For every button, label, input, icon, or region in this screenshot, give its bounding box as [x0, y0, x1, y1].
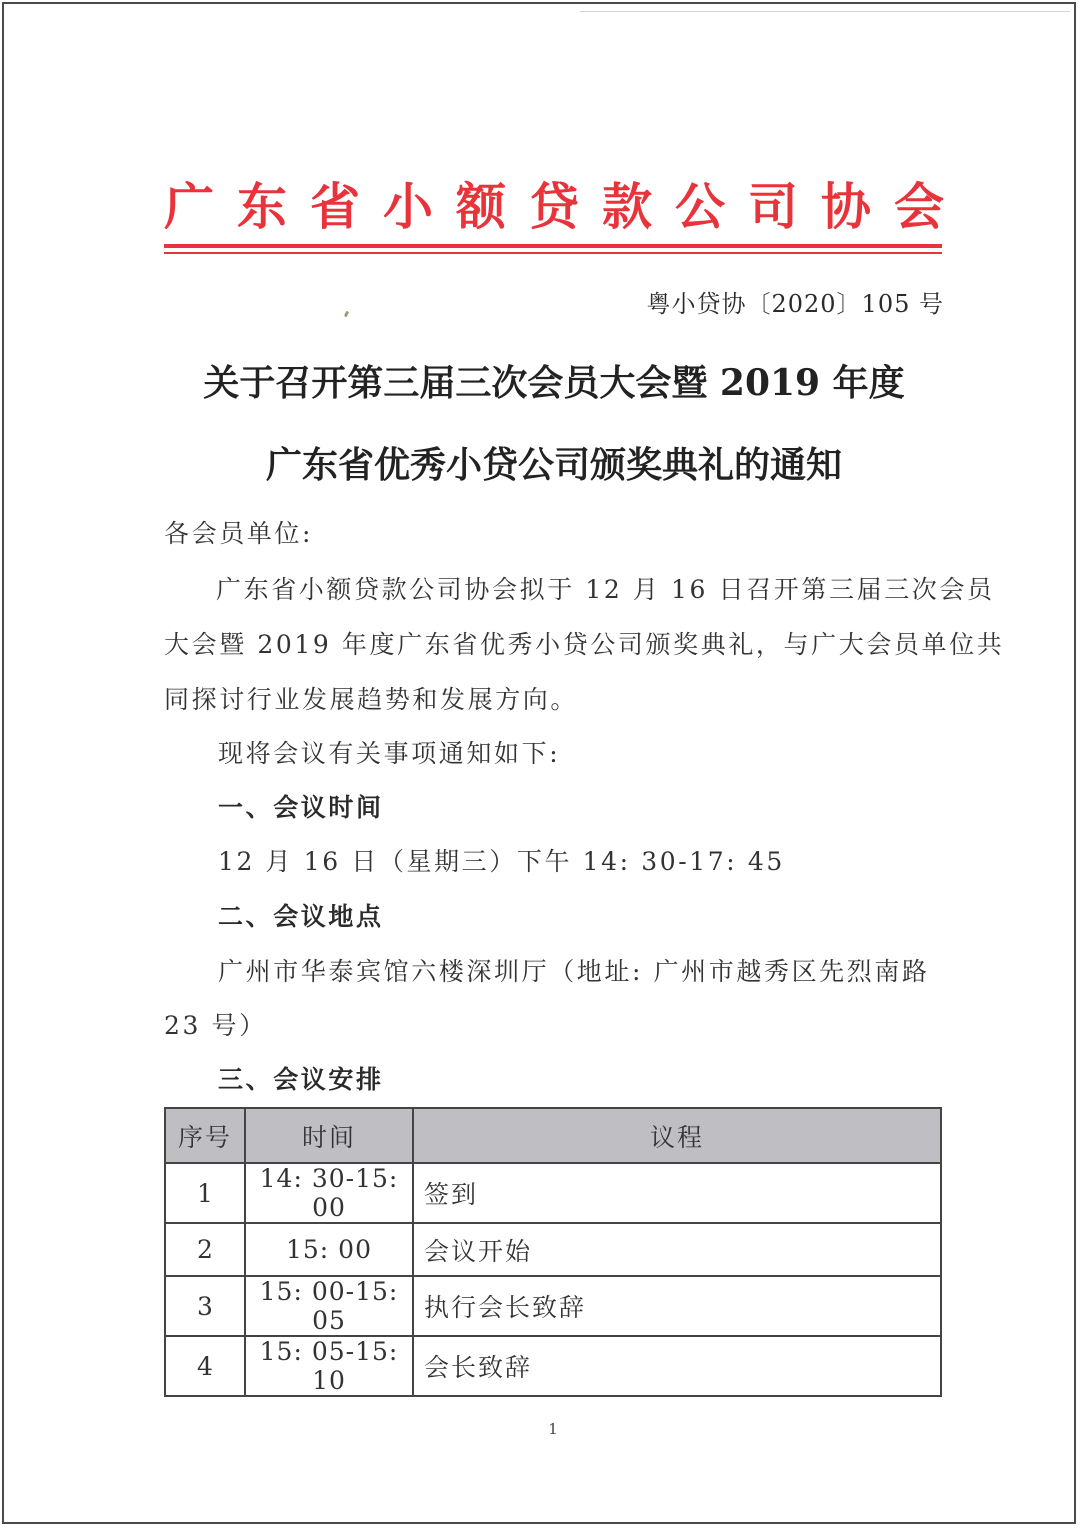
- letterhead-char: 公: [675, 178, 725, 236]
- letterhead-char: 额: [456, 178, 506, 236]
- letterhead-char: 会: [894, 178, 944, 236]
- salutation: 各会员单位:: [164, 519, 314, 548]
- column-header-no: 序号: [165, 1108, 245, 1163]
- letterhead-char: 广: [164, 178, 214, 236]
- row-number: 3: [165, 1276, 245, 1336]
- letterhead-char: 司: [748, 178, 798, 236]
- meeting-location-line-2: 23 号）: [164, 1011, 267, 1040]
- row-agenda-item: 会长致辞: [413, 1336, 941, 1396]
- row-agenda-item: 执行会长致辞: [413, 1276, 941, 1336]
- agenda-table: [164, 1107, 942, 1397]
- table-row: [165, 1336, 941, 1396]
- table-row: [165, 1223, 941, 1276]
- page-number: 1: [548, 1420, 558, 1438]
- row-agenda-item: 签到: [413, 1163, 941, 1223]
- notice-title-line-2: 广东省优秀小贷公司颁奖典礼的通知: [265, 444, 842, 486]
- table-row: [165, 1163, 941, 1223]
- row-number: 4: [165, 1336, 245, 1396]
- intro-line-2: 大会暨 2019 年度广东省优秀小贷公司颁奖典礼，与广大会员单位共: [164, 630, 1005, 659]
- letterhead-char: 东: [237, 178, 287, 236]
- intro-line-1: 广东省小额贷款公司协会拟于 12 月 16 日召开第三届三次会员: [216, 575, 995, 604]
- row-time: 15: 00-15: 05: [245, 1276, 413, 1336]
- section-heading-location: 二、会议地点: [218, 902, 384, 931]
- table-header-row: [165, 1108, 941, 1163]
- letterhead-char: 小: [383, 178, 433, 236]
- row-number: 2: [165, 1223, 245, 1276]
- row-time: 15: 00: [245, 1223, 413, 1276]
- table-row: [165, 1276, 941, 1336]
- document-number: 粤小贷协〔2020〕105 号: [646, 290, 944, 318]
- row-agenda-item: 会议开始: [413, 1223, 941, 1276]
- meeting-location-line-1: 广州市华泰宾馆六楼深圳厅（地址: 广州市越秀区先烈南路: [218, 957, 930, 986]
- letterhead-char: 协: [821, 178, 871, 236]
- letterhead: [164, 172, 944, 242]
- row-number: 1: [165, 1163, 245, 1223]
- intro-line-3: 同探讨行业发展趋势和发展方向。: [164, 685, 579, 714]
- column-header-time: 时间: [245, 1108, 413, 1163]
- column-header-agenda: 议程: [413, 1108, 941, 1163]
- row-time: 15: 05-15: 10: [245, 1336, 413, 1396]
- section-heading-agenda: 三、会议安排: [218, 1065, 384, 1094]
- letterhead-char: 省: [310, 178, 360, 236]
- letterhead-rule-thin: [164, 252, 942, 254]
- page-fold-mark: [580, 11, 1070, 12]
- letterhead-char: 款: [602, 178, 652, 236]
- row-time: 14: 30-15: 00: [245, 1163, 413, 1223]
- notice-line: 现将会议有关事项通知如下:: [218, 739, 561, 768]
- letterhead-char: 贷: [529, 178, 579, 236]
- notice-title-line-1: 关于召开第三届三次会员大会暨 2019 年度: [203, 362, 905, 404]
- meeting-time: 12 月 16 日（星期三）下午 14: 30-17: 45: [218, 847, 785, 876]
- letterhead-rule-thick: [164, 244, 942, 248]
- section-heading-time: 一、会议时间: [218, 793, 384, 822]
